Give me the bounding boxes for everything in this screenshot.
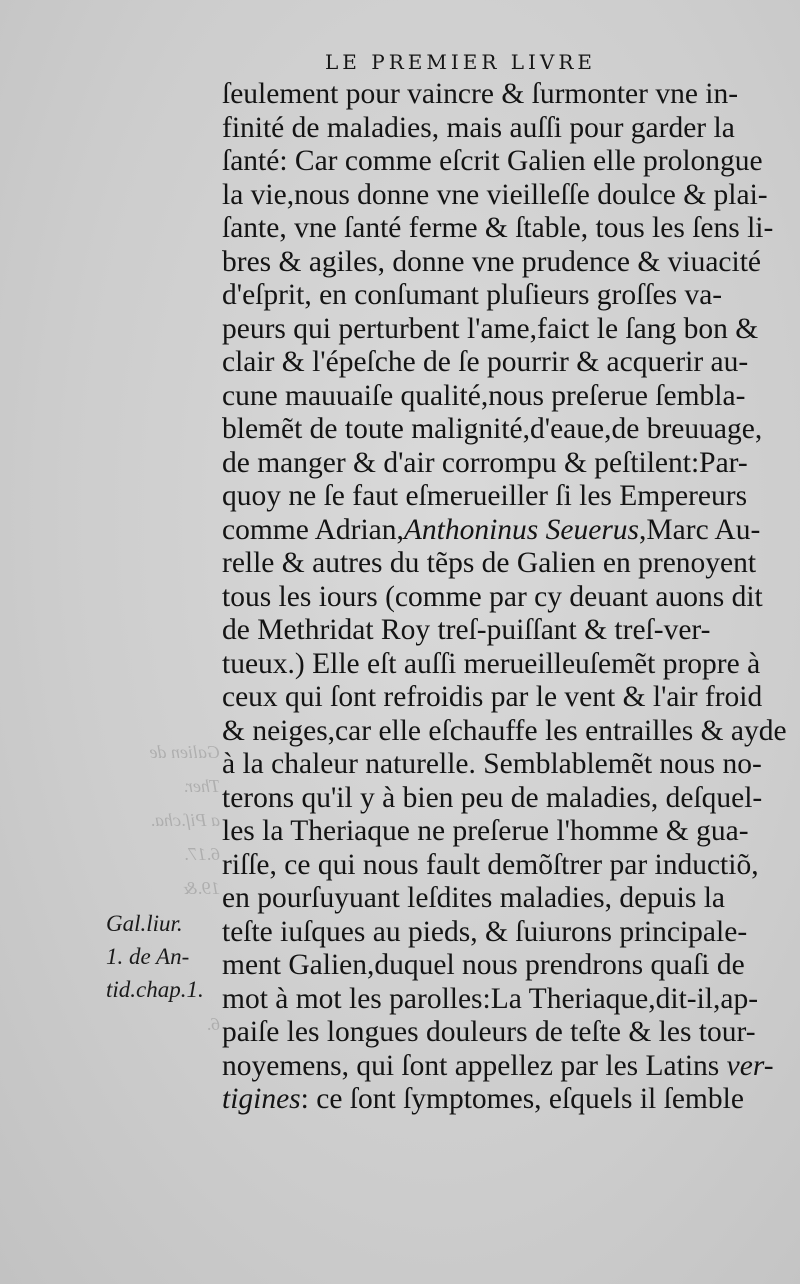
running-header: LE PREMIER LIVRE [325, 50, 597, 74]
marginal-note [106, 907, 224, 1006]
italic-term: tigines [222, 1083, 301, 1115]
text-line: les la Theriaque ne preſerue l'homme & gua- [222, 815, 749, 847]
text-line: de Methridat Roy treſ-puiſſant & treſ-ver- [222, 614, 711, 646]
text-line: paiſe les longues douleurs de teſte & les tour- [222, 1016, 756, 1048]
text-line: mot à mot les parolles:La Theriaque,dit-il,ap- [222, 982, 759, 1015]
show-through-line: 6. [206, 1014, 220, 1034]
text-fragment: noyemens, qui ſont appellez par les Latins [222, 1049, 727, 1082]
marginal-note-line: Gal.liur. [106, 911, 183, 936]
text-line: de manger & d'air corrompu & peſtilent:Par- [222, 446, 748, 479]
text-line: teſte iuſques au pieds, & ſuiurons principale- [222, 915, 748, 948]
text-line: en pourſuyuant leſdites maladies, depuis la [222, 882, 726, 914]
show-through-line: a Piſ.cha. [150, 810, 220, 830]
main-text-block [222, 78, 787, 1117]
text-line: clair & l'épeſche de ſe pourrir & acquerir au- [222, 346, 749, 378]
text-line: finité de maladies, mais auſſi pour garder la [222, 111, 735, 144]
text-line: ceux qui ſont refroidis par le vent & l'air froid [222, 681, 763, 713]
text-fragment: comme Adrian, [222, 513, 404, 546]
marginal-note-line: 1. de An- [106, 944, 190, 969]
text-line: ſeulement pour vaincre & ſurmonter vne in- [222, 78, 739, 110]
text-line: blemẽt de toute malignité,d'eaue,de breuuage, [222, 413, 763, 445]
text-line: ſante, vne ſanté ferme & ſtable, tous les ſens li- [222, 212, 774, 244]
text-line: tous les iours (comme par cy deuant auons dit [222, 580, 763, 613]
show-through-line: Ther. [183, 776, 220, 796]
text-line-with-italic [222, 1050, 772, 1084]
text-line: à la chaleur naturelle. Semblablemẽt nous no- [222, 748, 762, 780]
text-line: relle & autres du tẽps de Galien en prenoyent [222, 547, 757, 579]
text-line: ment Galien,duquel nous prendrons quaſi de [222, 949, 745, 981]
text-line: peurs qui perturbent l'ame,faict le ſang bon & [222, 312, 759, 345]
text-line: terons qu'il y à bien peu de maladies, deſquel- [222, 781, 763, 814]
text-line: quoy ne ſe faut eſmerueiller ſi les Empereurs [222, 480, 748, 512]
text-line: bres & agiles, donne vne prudence & viuacité [222, 245, 762, 278]
text-line: la vie,nous donne vne vieilleſſe doulce & plai- [222, 178, 768, 211]
marginal-note-line: tid.chap.1. [106, 977, 204, 1002]
italic-term: ver- [726, 1049, 774, 1082]
show-through-line: 19.& [183, 878, 220, 898]
text-fragment: ,Marc Au- [639, 513, 761, 546]
text-line: tueux.) Elle eſt auſſi merueilleuſemẽt propre à [222, 647, 761, 680]
italic-name: Anthoninus Seuerus [403, 513, 640, 546]
text-line: d'eſprit, en conſumant pluſieurs groſſes va- [222, 279, 723, 311]
text-line-with-italic [222, 1083, 772, 1117]
text-line: & neiges,car elle eſchauffe les entrailles & ayde [222, 714, 787, 747]
text-line: cune mauuaiſe qualité,nous preſerue ſembla- [222, 379, 746, 412]
text-fragment: : ce ſont ſymptomes, eſquels il ſemble [300, 1083, 744, 1115]
text-line: ſanté: Car comme eſcrit Galien elle prolongue [222, 145, 763, 177]
show-through-line: Galien de [149, 742, 220, 762]
text-line: riſſe, ce qui nous fault demõſtrer par inductiõ, [222, 848, 759, 881]
show-through-line: 6.17. [184, 844, 220, 864]
text-line-with-italic [222, 514, 772, 548]
